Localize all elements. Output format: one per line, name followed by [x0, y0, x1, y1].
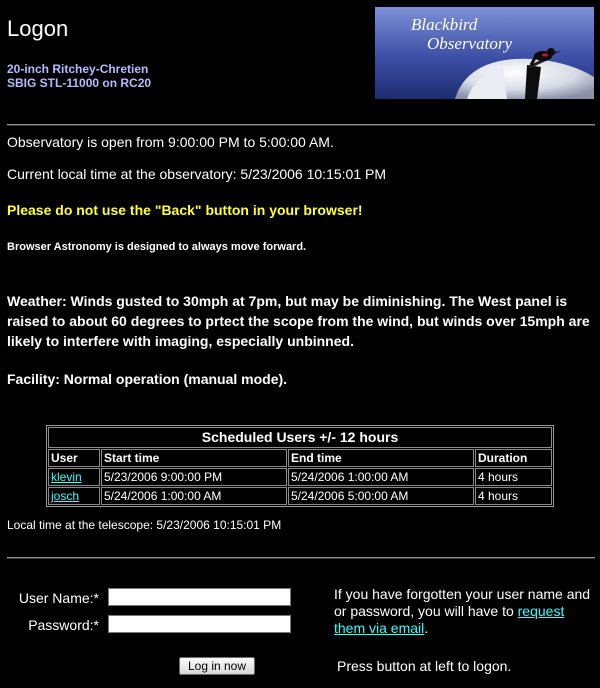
back-button-warning: Please do not use the "Back" button in your browser! [7, 202, 363, 218]
table-cell-duration: 4 hours [475, 468, 552, 486]
column-header-user: User [48, 449, 100, 467]
telescope-local-time: Local time at the telescope: 5/23/2006 10:15:01 PM [7, 518, 282, 532]
forgot-text: If you have forgotten your user name and or password, you will have to [334, 586, 591, 619]
username-input[interactable] [108, 588, 291, 606]
forward-note: Browser Astronomy is designed to always move forward. [7, 241, 307, 253]
request-credentials-link[interactable]: request them via email [334, 603, 565, 636]
page-title: Logon [7, 16, 69, 41]
username-label: User Name:* [18, 590, 99, 606]
table-cell-start: 5/24/2006 1:00:00 AM [101, 487, 287, 505]
forgot-credentials-note [334, 586, 596, 637]
table-row [48, 468, 552, 486]
logo-text-2: Observatory [427, 34, 512, 53]
table-cell-start: 5/23/2006 9:00:00 PM [101, 468, 287, 486]
schedule-table [46, 425, 554, 507]
forgot-text-end: . [424, 620, 429, 636]
login-button[interactable]: Log in now [179, 657, 255, 675]
camera-name: SBIG STL-11000 on RC20 [7, 76, 152, 90]
divider-top [7, 124, 595, 126]
password-label: Password:* [28, 617, 99, 633]
facility-status: Facility: Normal operation (manual mode). [7, 371, 288, 387]
password-input[interactable] [108, 615, 291, 633]
observatory-local-time: Current local time at the observatory: 5/23/2006 10:15:01 PM [7, 166, 386, 182]
divider-bottom [7, 557, 595, 559]
table-cell-end: 5/24/2006 5:00:00 AM [288, 487, 474, 505]
observatory-logo-image [375, 7, 594, 99]
table-cell-user[interactable] [48, 487, 100, 505]
weather-report: Weather: Winds gusted to 30mph at 7pm, but may be diminishing. The West panel is raised to about 60 degrees to prtect the scope from the wind, but winds over 15mph are likely to interfere with imaging, especially unbinned. [7, 293, 590, 349]
column-header-duration: Duration [475, 449, 552, 467]
user-link-josch[interactable]: josch [51, 489, 80, 503]
open-hours: Observatory is open from 9:00:00 PM to 5:00:00 AM. [7, 134, 334, 150]
observatory-logo [375, 7, 594, 99]
login-instruction: Press button at left to logon. [337, 658, 512, 674]
table-row [48, 487, 552, 505]
logo-text-1: Blackbird [411, 15, 478, 34]
telescope-name: 20-inch Ritchey-Chretien [7, 62, 149, 76]
table-cell-duration: 4 hours [475, 487, 552, 505]
table-cell-user[interactable] [48, 468, 100, 486]
column-header-end: End time [288, 449, 474, 467]
user-link-klevin[interactable]: klevin [51, 470, 82, 484]
schedule-caption: Scheduled Users +/- 12 hours [48, 427, 552, 448]
column-header-start: Start time [101, 449, 287, 467]
table-cell-end: 5/24/2006 1:00:00 AM [288, 468, 474, 486]
